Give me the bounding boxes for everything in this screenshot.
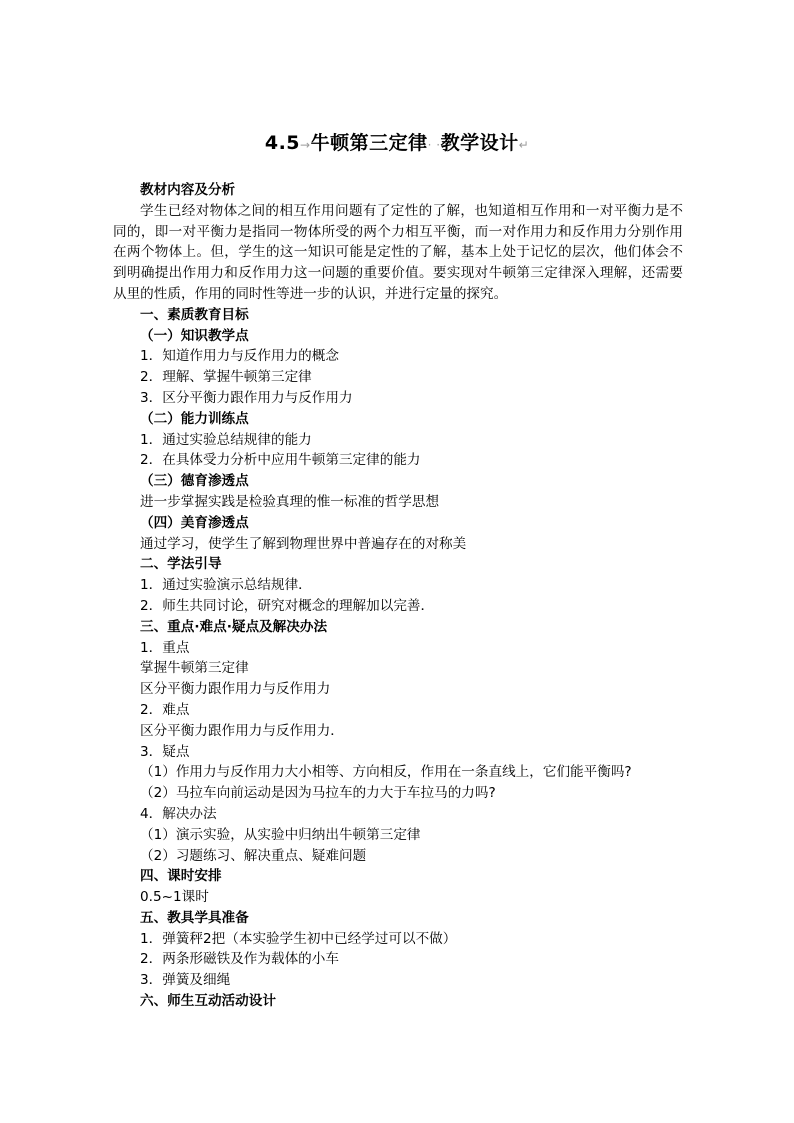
- text-line: （2）习题练习、解决重点、疑难问题: [140, 847, 367, 864]
- text-line: 1．知道作用力与反作用力的概念: [140, 348, 339, 365]
- text-line: 掌握牛顿第三定律: [140, 660, 249, 677]
- title-number: 4.5: [264, 132, 301, 154]
- section-heading: （二）能力训练点: [140, 410, 249, 427]
- section-heading: 五、教具学具准备: [140, 909, 249, 926]
- tab-arrow-mark: →: [300, 138, 311, 152]
- text-line: （2）马拉车向前运动是因为马拉车的力大于车拉马的力吗?: [140, 785, 496, 802]
- section-heading: （一）知识教学点: [140, 327, 249, 344]
- text-line: 2．师生共同讨论，研究对概念的理解加以完善．: [140, 597, 435, 614]
- section-heading: 六、师生互动活动设计: [140, 993, 276, 1010]
- text-line: 进一步掌握实践是检验真理的惟一标准的哲学思想: [140, 493, 440, 510]
- section-heading: 四、课时安排: [140, 868, 222, 885]
- section-heading: 三、重点·难点·疑点及解决办法: [140, 618, 328, 635]
- text-line: 区分平衡力跟作用力与反作用力: [140, 681, 331, 698]
- content-lines: [140, 305, 680, 1012]
- intro-paragraph: 学生已经对物体之间的相互作用问题有了定性的了解，也知道相互作用和一对平衡力是不同的，即一对平衡力是指同一物体所受的两个力相互平衡，而一对作用力和反作用力分别作用在两个物体上。但，学生的这一知识可能是定性的了解，基本上处于记忆的层次，他们体会不到明确提出作用力和反作用力这一问题的重要价值。要实现对牛顿第三定律深入理解，还需要从里的性质，作用的同时性等进一步的认识，并进行定量的探究。: [113, 202, 683, 302]
- paragraph-return-mark: ↵: [518, 138, 530, 152]
- text-line: （1）演示实验，从实验中归纳出牛顿第三定律: [140, 826, 421, 843]
- section-heading: 一、素质教育目标: [140, 306, 249, 323]
- text-line: 2．理解、掌握牛顿第三定律: [140, 369, 312, 386]
- text-line: 3．区分平衡力跟作用力与反作用力: [140, 389, 353, 406]
- section-heading: 二、学法引导: [140, 556, 222, 573]
- text-line: 2．两条形磁铁及作为载体的小车: [140, 951, 339, 968]
- section-heading: （三）德育渗透点: [140, 473, 249, 490]
- intro-heading: 教材内容及分析: [140, 182, 236, 198]
- text-line: 1．重点: [140, 639, 190, 656]
- text-line: 3．疑点: [140, 743, 190, 760]
- section-heading: （四）美育渗透点: [140, 514, 249, 531]
- title-name: 牛顿第三定律: [310, 132, 428, 154]
- text-line: 1．通过实验演示总结规律．: [140, 577, 312, 594]
- text-line: 区分平衡力跟作用力与反作用力．: [140, 722, 344, 739]
- text-line: 4．解决办法: [140, 805, 217, 822]
- document-body: [113, 180, 683, 1012]
- text-line: 0.5~1课时: [140, 889, 209, 906]
- text-line: （1）作用力与反作用力大小相等、方向相反，作用在一条直线上，它们能平衡吗?: [140, 764, 632, 781]
- space-dots-mark: · ·: [427, 138, 441, 152]
- text-line: 1．通过实验总结规律的能力: [140, 431, 312, 448]
- text-line: 2．难点: [140, 701, 190, 718]
- text-line: 2．在具体受力分析中应用牛顿第三定律的能力: [140, 452, 421, 469]
- document-title: [0, 128, 794, 155]
- title-suffix: 教学设计: [440, 132, 519, 154]
- text-line: 通过学习，使学生了解到物理世界中普遍存在的对称美: [140, 535, 467, 552]
- text-line: 1．弹簧秤2把（本实验学生初中已经学过可以不做）: [140, 930, 457, 947]
- text-line: 3．弹簧及细绳: [140, 972, 231, 989]
